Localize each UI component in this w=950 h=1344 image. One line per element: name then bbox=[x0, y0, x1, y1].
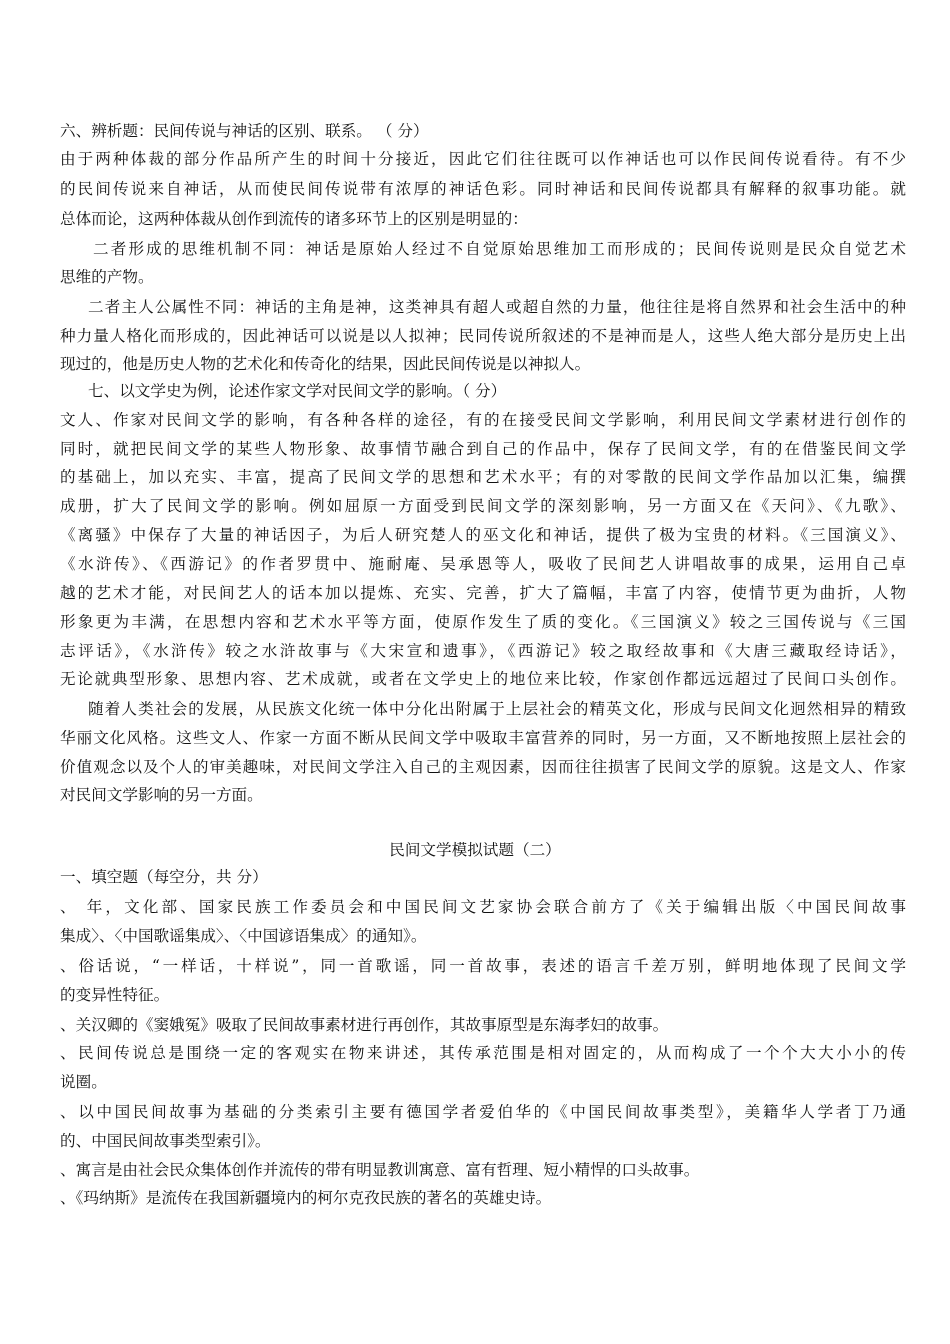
fill-blank-item: 的变异性特征。 bbox=[60, 986, 170, 1004]
section7-p1-line: 越的艺术才能，对民间艺人的话本加以提炼、充实、完善，扩大了篇幅，丰富了内容，使情节更为曲折，人物 bbox=[60, 584, 906, 602]
fill-blank-item: 、 年，文化部、国家民族工作委员会和中国民间文艺家协会联合前方了《关于编辑出版〈中国民间故事 bbox=[60, 898, 906, 916]
section7-p1-line: 《离骚》中保存了大量的神话因子，为后人研究楚人的巫文化和神话，提供了极为宝贵的材料。《三国演义》、 bbox=[60, 526, 906, 544]
fill-blank-item: 说圈。 bbox=[60, 1073, 107, 1091]
section6-p3-line: 二者主人公属性不同：神话的主角是神，这类神具有超人或超自然的力量，他往往是将自然界和社会生活中的种 bbox=[88, 298, 906, 316]
fill-blank-item: 的、中国民间故事类型索引》。 bbox=[60, 1132, 271, 1150]
section6-p3-line: 现过的，他是历史人物的艺术化和传奇化的结果，因此民间传说是以神拟人。 bbox=[60, 355, 591, 373]
fill-blank-item: 、以中国民间故事为基础的分类索引主要有德国学者爱伯华的《中国民间故事类型》，美籍华人学者丁乃通 bbox=[60, 1103, 906, 1121]
section7-p1-line: 文人、作家对民间文学的影响，有各种各样的途径，有的在接受民间文学影响，利用民间文学素材进行创作的 bbox=[60, 411, 906, 429]
section7-p1-line: 形象更为丰满，在思想内容和艺术水平等方面，使原作发生了质的变化。《三国演义》较之三国传说与《三国 bbox=[60, 613, 906, 631]
section6-p2-line: 二者形成的思维机制不同：神话是原始人经过不自觉原始思维加工而形成的；民间传说则是民众自觉艺术 bbox=[93, 240, 906, 258]
exam2-part1-heading: 一、填空题（每空分，共 分） bbox=[60, 868, 268, 886]
section6-p1-line: 的民间传说来自神话，从而使民间传说带有浓厚的神话色彩。同时神话和民间传说都具有解释的叙事功能。就 bbox=[60, 180, 906, 198]
section7-p2-line: 对民间文学影响的另一方面。 bbox=[60, 786, 263, 804]
fill-blank-item: 、《玛纳斯》是流传在我国新疆境内的柯尔克孜民族的著名的英雄史诗。 bbox=[60, 1189, 552, 1207]
section7-p2-line: 随着人类社会的发展，从民族文化统一体中分化出附属于上层社会的精英文化，形成与民间文化迥然相异的精致 bbox=[88, 700, 906, 718]
section7-p1-line: 成册，扩大了民间文学的影响。例如屈原一方面受到民间文学的深刻影响，另一方面又在《天问》、《九歌》、 bbox=[60, 497, 906, 515]
section7-p1-line: 志评话》，《水浒传》较之水浒故事与《大宋宣和遗事》，《西游记》较之取经故事和《大唐三藏取经诗话》， bbox=[60, 642, 906, 660]
section7-heading: 七、以文学史为例，论述作家文学对民间文学的影响。（ 分） bbox=[88, 382, 507, 400]
section7-p1-line: 无论就典型形象、思想内容、艺术成就，或者在文学史上的地位来比较，作家创作都远远超过了民间口头创作。 bbox=[60, 670, 906, 688]
fill-blank-item: 、关汉卿的《窦娥冤》吸取了民间故事素材进行再创作，其故事原型是东海孝妇的故事。 bbox=[60, 1016, 669, 1034]
section7-p1-line: 同时，就把民间文学的某些人物形象、故事情节融合到自己的作品中，保存了民间文学，有的在借鉴民间文学 bbox=[60, 440, 906, 458]
exam2-title: 民间文学模拟试题（二） bbox=[389, 841, 561, 859]
section6-p1-line: 由于两种体裁的部分作品所产生的时间十分接近，因此它们往往既可以作神话也可以作民间传说看待。有不少 bbox=[60, 150, 906, 168]
fill-blank-item: 、民间传说总是围绕一定的客观实在物来讲述，其传承范围是相对固定的，从而构成了一个个大大小小的传 bbox=[60, 1044, 906, 1062]
fill-blank-item: 、寓言是由社会民众集体创作并流传的带有明显教训寓意、富有哲理、短小精悍的口头故事。 bbox=[60, 1161, 700, 1179]
section7-p1-line: 的基础上，加以充实、丰富，提高了民间文学的思想和艺术水平；有的对零散的民间文学作品加以汇集，编撰 bbox=[60, 468, 906, 486]
fill-blank-item: 集成〉、〈中国歌谣集成〉、〈中国谚语集成〉的通知》。 bbox=[60, 927, 427, 945]
section6-heading: 六、辨析题：民间传说与神话的区别、联系。 （ 分） bbox=[60, 122, 429, 140]
section7-p2-line: 华丽文化风格。这些文人、作家一方面不断从民间文学中吸取丰富营养的同时，另一方面，又不断地按照上层社会的 bbox=[60, 729, 906, 747]
fill-blank-item: 、俗话说，“一样话，十样说”，同一首歌谣，同一首故事，表述的语言千差万别，鲜明地体现了民间文学 bbox=[60, 957, 906, 975]
section7-p1-line: 《水浒传》、《西游记》的作者罗贯中、施耐庵、吴承恩等人，吸收了民间艺人讲唱故事的成果，运用自己卓 bbox=[60, 555, 906, 573]
section6-p1-line: 总体而论，这两种体裁从创作到流传的诸多环节上的区别是明显的： bbox=[60, 210, 528, 228]
section6-p3-line: 种力量人格化而形成的，因此神话可以说是以人拟神；民同传说所叙述的不是神而是人，这些人绝大部分是历史上出 bbox=[60, 327, 906, 345]
section7-p2-line: 价值观念以及个人的审美趣味，对民间文学注入自己的主观因素，因而往往损害了民间文学的原貌。这是文人、作家 bbox=[60, 758, 906, 776]
section6-p2-line: 思维的产物。 bbox=[60, 268, 154, 286]
